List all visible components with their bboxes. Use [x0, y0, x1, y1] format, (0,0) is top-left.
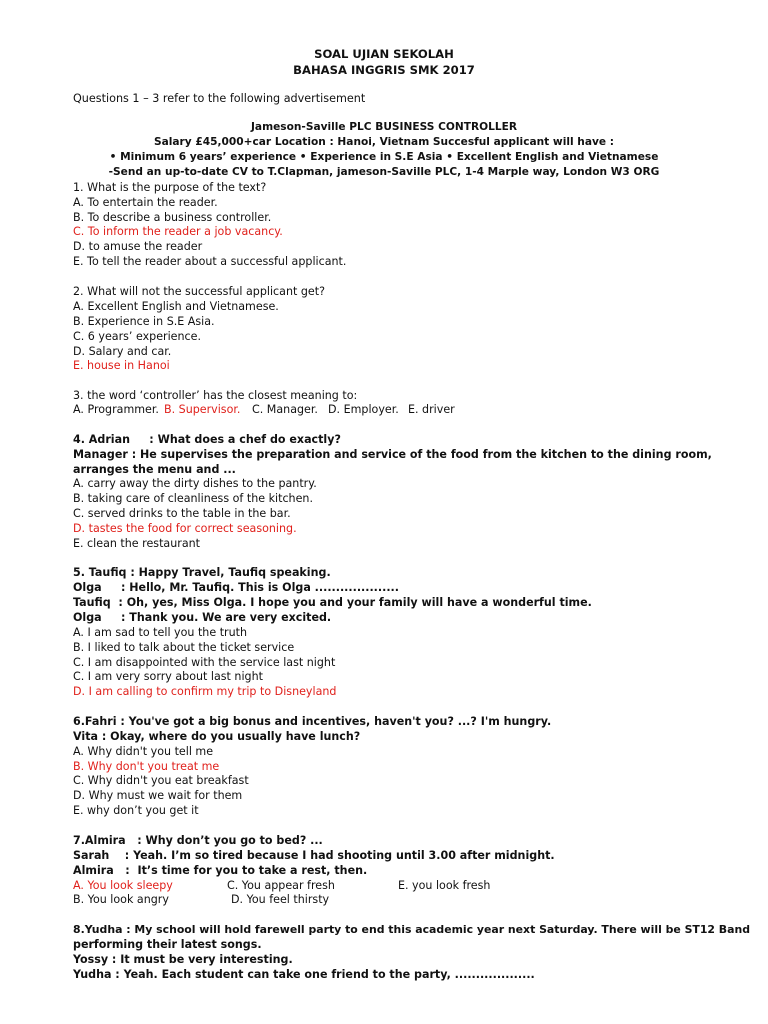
option-a: A. To entertain the reader.	[73, 196, 218, 209]
option-e-answer: D. I am calling to confirm my trip to Disneyland	[73, 685, 337, 698]
option-a: A. Programmer.	[73, 403, 159, 416]
dialogue-line: Sarah : Yeah. I’m so tired because I had shooting until 3.00 after midnight.	[73, 849, 555, 862]
dialogue-line: Olga : Hello, Mr. Taufiq. This is Olga ....................	[73, 581, 399, 594]
dialogue-line: 5. Taufiq : Happy Travel, Taufiq speaking.	[73, 566, 331, 579]
option-b-answer: B. Why don't you treat me	[73, 760, 220, 773]
dialogue-line: 4. Adrian : What does a chef do exactly?	[73, 433, 341, 446]
option-e: E. you look fresh	[398, 879, 491, 892]
dialogue-line: Manager : He supervises the preparation and service of the food from the kitchen to the dining room,	[73, 448, 712, 461]
option-d: D. Why must we wait for them	[73, 789, 243, 802]
question-text: 3. the word ‘controller’ has the closest meaning to:	[73, 389, 358, 402]
option-e: E. why don’t you get it	[73, 804, 199, 817]
option-b: B. Experience in S.E Asia.	[73, 315, 215, 328]
option-c: C. 6 years’ experience.	[73, 330, 201, 343]
exam-title: SOAL UJIAN SEKOLAH	[314, 47, 454, 61]
dialogue-line: 6.Fahri : You've got a big bonus and incentives, haven't you? ...? I'm hungry.	[73, 715, 552, 728]
dialogue-line: Almira : It’s time for you to take a rest, then.	[73, 864, 368, 877]
option-b-answer: B. Supervisor.	[164, 403, 241, 416]
dialogue-line: performing their latest songs.	[73, 938, 262, 951]
instructions: Questions 1 – 3 refer to the following advertisement	[73, 92, 366, 105]
option-b: B. I liked to talk about the ticket service	[73, 641, 295, 654]
option-e: E. clean the restaurant	[73, 537, 200, 550]
option-a: A. carry away the dirty dishes to the pantry.	[73, 477, 317, 490]
ad-salary-line: Salary £45,000+car Location : Hanoi, Vietnam Succesful applicant will have :	[154, 136, 614, 148]
option-d-answer: D. tastes the food for correct seasoning.	[73, 522, 297, 535]
option-a-answer: A. You look sleepy	[73, 879, 173, 892]
dialogue-line: arranges the menu and ...	[73, 463, 236, 476]
option-c: C. Why didn't you eat breakfast	[73, 774, 249, 787]
option-b: B. taking care of cleanliness of the kitchen.	[73, 492, 313, 505]
option-d: D. You feel thirsty	[231, 893, 330, 906]
dialogue-line: 7.Almira : Why don’t you go to bed? ...	[73, 834, 323, 847]
option-e: E. driver	[408, 403, 455, 416]
option-d: D. to amuse the reader	[73, 240, 203, 253]
option-c: C. I am disappointed with the service last night	[73, 656, 336, 669]
ad-requirements-line: • Minimum 6 years’ experience • Experience in S.E Asia • Excellent English and Vietnamese	[109, 151, 659, 163]
question-text: 2. What will not the successful applicant get?	[73, 285, 325, 298]
option-c: C. served drinks to the table in the bar.	[73, 507, 291, 520]
option-e: E. To tell the reader about a successful applicant.	[73, 255, 347, 268]
option-d: D. Employer.	[328, 403, 399, 416]
question-text: 1. What is the purpose of the text?	[73, 181, 267, 194]
option-a: A. Excellent English and Vietnamese.	[73, 300, 279, 313]
option-c-answer: C. To inform the reader a job vacancy.	[73, 225, 283, 238]
ad-heading: Jameson-Saville PLC BUSINESS CONTROLLER	[250, 121, 518, 133]
option-b: B. You look angry	[73, 893, 169, 906]
dialogue-line: Vita : Okay, where do you usually have lunch?	[73, 730, 361, 743]
exam-subtitle: BAHASA INGGRIS SMK 2017	[293, 63, 475, 77]
option-e-answer: E. house in Hanoi	[73, 359, 170, 372]
option-a: A. Why didn't you tell me	[73, 745, 214, 758]
option-d: D. Salary and car.	[73, 345, 172, 358]
option-a: A. I am sad to tell you the truth	[73, 626, 248, 639]
dialogue-line: Yossy : It must be very interesting.	[73, 953, 293, 966]
dialogue-line: Olga : Thank you. We are very excited.	[73, 611, 332, 624]
dialogue-line: Yudha : Yeah. Each student can take one friend to the party, ...................	[73, 968, 535, 981]
ad-contact-line: -Send an up-to-date CV to T.Clapman, jameson-Saville PLC, 1-4 Marple way, London W3 ORG	[108, 166, 660, 178]
dialogue-line: 8.Yudha : My school will hold farewell party to end this academic year next Saturday. There will be ST12 Band	[73, 923, 750, 936]
option-c: C. You appear fresh	[227, 879, 335, 892]
option-b: B. To describe a business controller.	[73, 211, 272, 224]
option-c: C. Manager.	[252, 403, 318, 416]
option-d: C. I am very sorry about last night	[73, 670, 263, 683]
dialogue-line: Taufiq : Oh, yes, Miss Olga. I hope you and your family will have a wonderful time.	[73, 596, 592, 609]
